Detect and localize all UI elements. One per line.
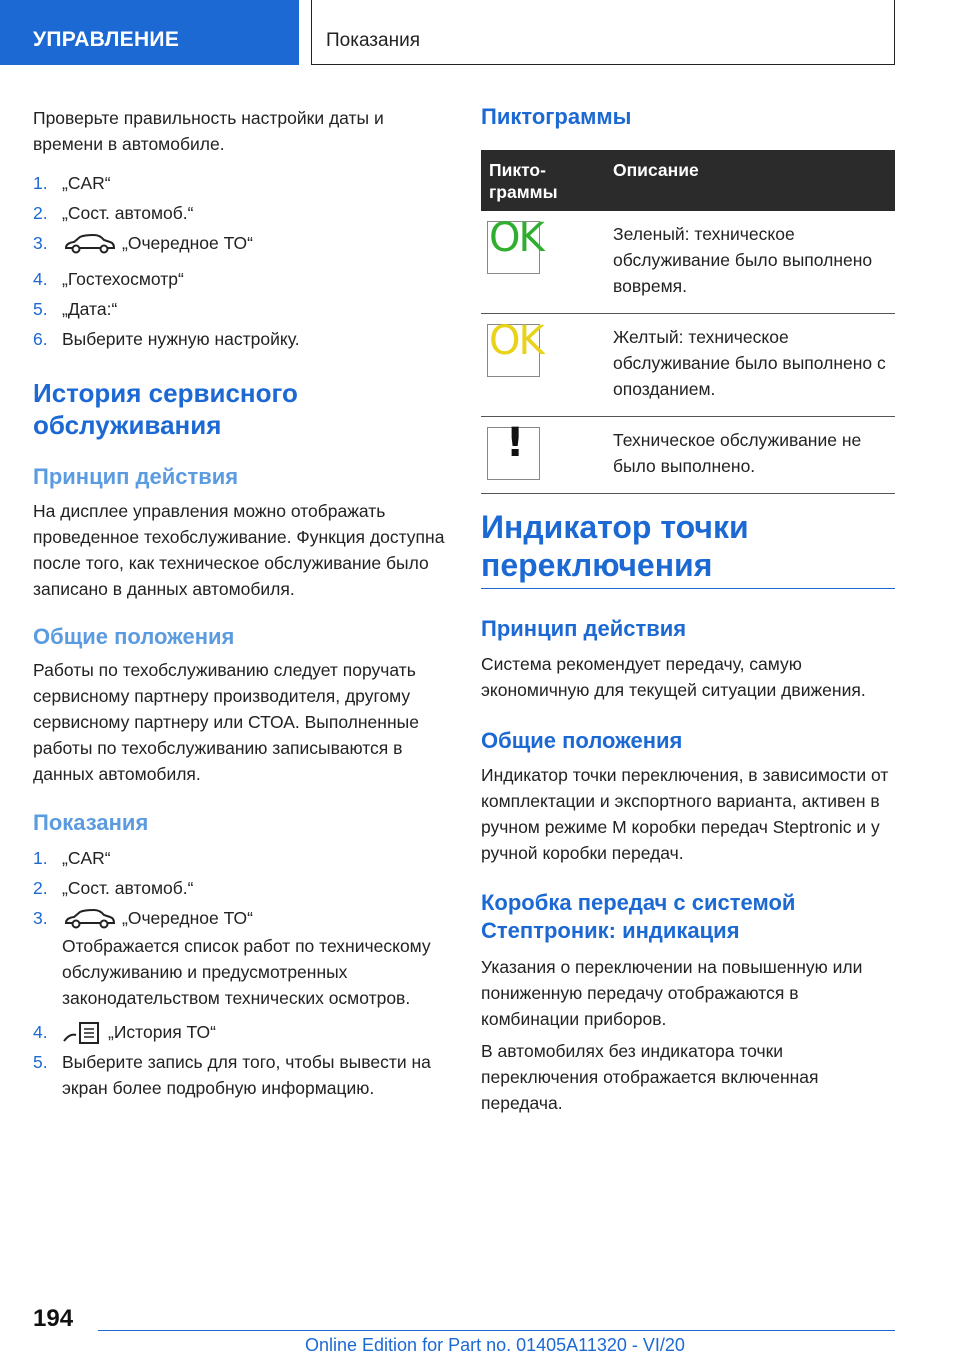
list-item: 1. „CAR“ [33, 848, 111, 868]
list-item: 3. „Очередное ТО“ [33, 905, 448, 933]
page-number: 194 [33, 1305, 74, 1332]
pictograms-table [481, 150, 895, 494]
list-item: 5. „Дата:“ [33, 299, 118, 319]
list-item: 4. „Гостехосмотр“ [33, 269, 184, 289]
exclamation-icon: ! [487, 427, 540, 480]
column-header: Пикто-граммы [481, 150, 605, 211]
table-row [481, 417, 895, 494]
list-item: 1. „CAR“ [33, 173, 111, 193]
principle-text-left: На дисплее управления можно отображать проведенное техобслуживание. Функция доступна после того, как техническое обслуживание было записано в данных автомобиля. [33, 501, 445, 599]
table-row [481, 314, 895, 417]
ok-yellow-icon: OK [487, 324, 540, 377]
table-cell: Желтый: техническое обслуживание было выполнено с опозданием. [605, 314, 895, 417]
service-history-icon [62, 1021, 102, 1045]
table-cell: Зеленый: техническое обслуживание было выполнено вовремя. [605, 211, 895, 314]
general-text-left: Работы по техобслуживанию следует поручать сервисному партнеру производителя, другому сервисному партнеру или СТОА. Выполненные работы по техобслуживанию записываются в данных автомобиля. [33, 660, 419, 784]
column-header: Описание [605, 150, 895, 211]
general-title-right: Общие положения [481, 728, 683, 753]
steps-list-2 [33, 845, 448, 1101]
table-row [481, 211, 895, 314]
general-text-right: Индикатор точки переключения, в зависимости от комплектации и экспортного варианта, активен в ручном режиме M коробки передач Steptronic и у ручной коробки передач. [481, 765, 889, 863]
header-chapter-box [311, 0, 895, 65]
list-item: 6. Выберите нужную настройку. [33, 329, 300, 349]
intro-text: Проверьте правильность настройки даты и времени в автомобиле. [33, 108, 384, 154]
steps-list-1 [33, 170, 448, 356]
table-cell: Техническое обслуживание не было выполнено. [605, 417, 895, 494]
pictograms-title: Пиктограммы [481, 104, 632, 129]
step-note: Отображается список работ по техническому обслуживанию и предусмотренных законодательством технических осмотров. [62, 936, 431, 1008]
table-cell [481, 417, 605, 494]
ok-green-icon: OK [487, 221, 540, 274]
table-cell [481, 211, 605, 314]
header-chapter: Показания [326, 30, 420, 51]
car-icon [62, 233, 116, 255]
list-item: 2. „Сост. автомоб.“ [33, 203, 194, 223]
table-header-row [481, 150, 895, 211]
car-icon [62, 908, 116, 930]
display-title: Показания [33, 810, 149, 835]
footer-divider [98, 1330, 895, 1331]
section-divider [481, 588, 895, 589]
list-item: 2. „Сост. автомоб.“ [33, 878, 194, 898]
list-item: 5. Выберите запись для того, чтобы вывести на экран более подробную информацию. [33, 1052, 431, 1098]
header-section: УПРАВЛЕНИЕ [0, 0, 299, 65]
steptronic-text-1: Указания о переключении на повышенную или пониженную передачу отображаются в комбинации приборов. [481, 957, 863, 1029]
table-cell [481, 314, 605, 417]
steptronic-title: Коробка передач с системой Стептроник: индикация [481, 890, 796, 943]
shift-indicator-title: Индикатор точки переключения [481, 509, 749, 583]
principle-title-left: Принцип действия [33, 464, 239, 489]
general-title-left: Общие положения [33, 624, 235, 649]
edition-text: Online Edition for Part no. 01405A11320 - VI/20 [305, 1335, 685, 1355]
principle-text-right: Система рекомендует передачу, самую экономичную для текущей ситуации движения. [481, 654, 866, 700]
list-item: 4. „История ТО“ [33, 1019, 448, 1049]
history-title: История сервисного обслуживания [33, 378, 298, 440]
steptronic-text-2: В автомобилях без индикатора точки переключения отображается включенная передача. [481, 1041, 819, 1113]
list-item: 3. „Очередное ТО“ [33, 230, 448, 266]
principle-title-right: Принцип действия [481, 616, 687, 641]
